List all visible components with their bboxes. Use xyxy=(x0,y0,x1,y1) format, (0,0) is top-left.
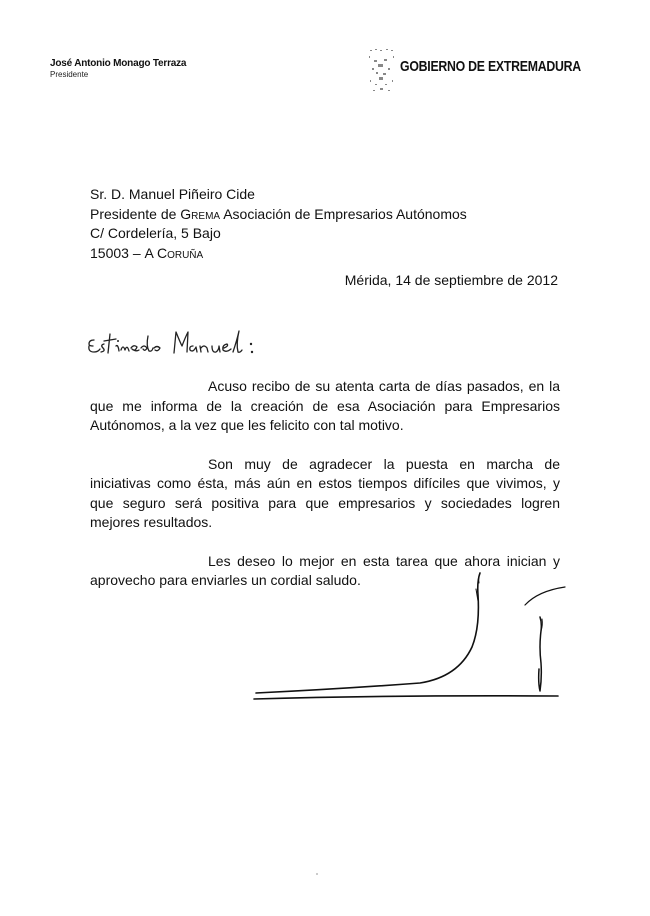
recipient-title xyxy=(90,205,467,225)
sender-name: José Antonio Monago Terraza xyxy=(50,58,187,69)
letter-date: Mérida, 14 de septiembre de 2012 xyxy=(344,272,558,288)
recipient-title-prefix: Presidente de xyxy=(90,205,181,222)
recipient-address xyxy=(90,185,467,263)
body-paragraph-2: Son muy de agradecer la puesta en marcha de iniciativas como ésta, más aún en estos tiempos difíciles que vivimos, y que seguro será positiva para que empresarios y sociedades logren mejores resultados. xyxy=(90,455,560,530)
sender-role: Presidente xyxy=(50,70,89,79)
body-paragraph-1: Acuso recibo de su atenta carta de días pasados, en la que me informa de la creación de esa Asociación para Empresarios Autónomos, a la vez que les felicito con tal motivo. xyxy=(90,378,560,433)
letterhead-sender xyxy=(50,58,186,80)
body-paragraph-3: Les deseo lo mejor en esta tarea que ahora inician y aprovecho para enviarles un cordial saludo. xyxy=(90,552,560,588)
recipient-org-acronym: Grema xyxy=(180,205,221,222)
coat-of-arms-seal-icon xyxy=(368,48,396,94)
organization-name: GOBIERNO DE EXTREMADURA xyxy=(400,58,581,75)
recipient-name: Sr. D. Manuel Piñeiro Cide xyxy=(90,186,255,202)
recipient-title-suffix: Asociación de Empresarios Autónomos xyxy=(220,205,467,222)
recipient-street: C/ Cordelería, 5 Bajo xyxy=(90,225,221,241)
recipient-city-line xyxy=(90,244,467,264)
recipient-city: A Coruña xyxy=(144,244,204,261)
handwritten-signature xyxy=(250,565,570,705)
handwritten-salutation xyxy=(86,326,266,362)
scan-speck xyxy=(316,873,318,875)
recipient-postal-code: 15003 – xyxy=(90,244,145,261)
